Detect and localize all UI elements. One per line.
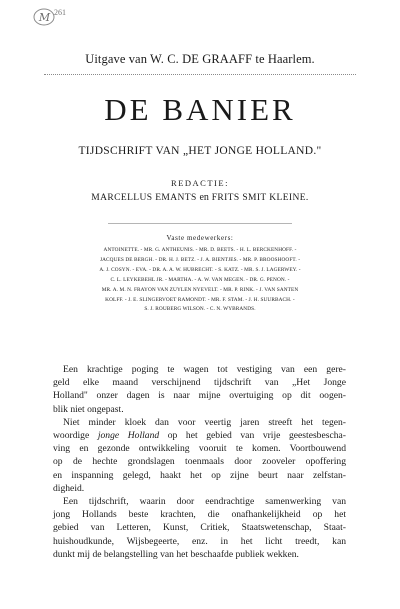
body-text <box>53 363 346 561</box>
body-line: Niet minder kloek dan voor veertig jaren streeft het tegen- <box>63 416 346 428</box>
contributors-line: C. L. LEYKEBEHL JR. - MARTHA. - A. W. VAN MEGEN. - DR. G. PENON. - <box>110 276 290 283</box>
body-line: dunkt mij de belangstelling van het beschaafde publiek wekken. <box>53 548 299 560</box>
journal-title: DE BANIER <box>104 92 296 127</box>
body-line: jong Hollands beste krachten, die onafhankelijkheid op het <box>53 509 346 521</box>
stamp-number: 261 <box>54 8 66 17</box>
contributors-line: A. J. COSYN. - EVA. - DR. A. A. W. HUBRECHT. - S. KATZ. - MR. S. J. LAGERWEY. - <box>99 266 301 273</box>
editors-line <box>0 192 400 203</box>
publisher-line: Uitgave van W. C. DE GRAAFF te Haarlem. <box>85 52 315 66</box>
editor-name: MARCELLUS EMANTS <box>91 193 197 203</box>
editors-conjunction: en <box>199 192 209 203</box>
contributors-line: KOLFF. - J. E. SLINGERVOET RAMONDT. - MR. F. STAM. - J. H. SUURBACH. - <box>105 296 295 303</box>
editor-name: FRITS SMIT KLEINE. <box>211 193 309 203</box>
body-line: blik niet ongepast. <box>53 403 124 415</box>
body-line: digheid. <box>53 482 85 494</box>
body-line: gebied van Letteren, Kunst, Critiek, Staatswetenschap, Staat- <box>53 522 346 534</box>
contributors-line: MR. A. M. N. FRAYON VAN ZUYLEN NYEVELT. - MR. P. RINK. - J. VAN SANTEN <box>101 286 299 293</box>
body-line-segment: woordige <box>53 430 98 442</box>
body-line: geld elke maand verschijnend tijdschrift van „Het Jonge <box>53 377 346 389</box>
monogram-stamp-icon <box>32 7 56 27</box>
journal-subtitle: TIJDSCHRIFT VAN „HET JONGE HOLLAND." <box>78 145 322 157</box>
contributors-line: ANTOINETTE. - MR. G. ANTHEUNIS. - MR. D. BEETS. - H. L. BERCKENHOFF. - <box>103 247 297 253</box>
body-line: huishoudkunde, Wijsbegeerte, enz. in het licht treedt, kan <box>53 535 346 547</box>
body-line: Een tijdschrift, waarin door eendrachtige samenwerking van <box>63 496 346 508</box>
body-line: ving en gezonde ontwikkeling vooruit te komen. Voortbouwend <box>53 443 346 455</box>
contributors-heading: Vaste medewerkers: <box>166 234 234 242</box>
contributors-list <box>54 246 346 315</box>
library-stamp <box>32 7 66 31</box>
body-line: Een krachtige poging te wagen tot vestiging van een gere- <box>63 364 346 375</box>
body-line: Holland" onzer dagen is naar mijne overtuiging op dit oogen- <box>53 390 346 402</box>
body-line: op de hechte grondslagen toenmaals door zooveler opoffering <box>53 456 346 468</box>
stamp-monogram: M <box>38 11 50 24</box>
dotted-divider <box>44 74 356 75</box>
contributors-line: S. J. ROUBERG WILSON. - C. N. WYBRANDS. <box>144 306 256 313</box>
body-line: en inspanning gelegd, haakt het op zijne beurt naar zelfstan- <box>53 469 346 481</box>
thin-divider <box>108 223 292 224</box>
body-line <box>53 429 346 442</box>
body-line-segment: op het gebied van vrije geestesbescha- <box>159 430 346 442</box>
emphasized-phrase: jonge Holland <box>97 430 160 442</box>
contributors-line: JACQUES DE BERGH. - DR. H. J. BETZ. - J. A. BIENTJES. - MR. P. BROOSHOOFT. - <box>99 256 301 263</box>
editors-label: REDACTIE: <box>171 178 229 188</box>
